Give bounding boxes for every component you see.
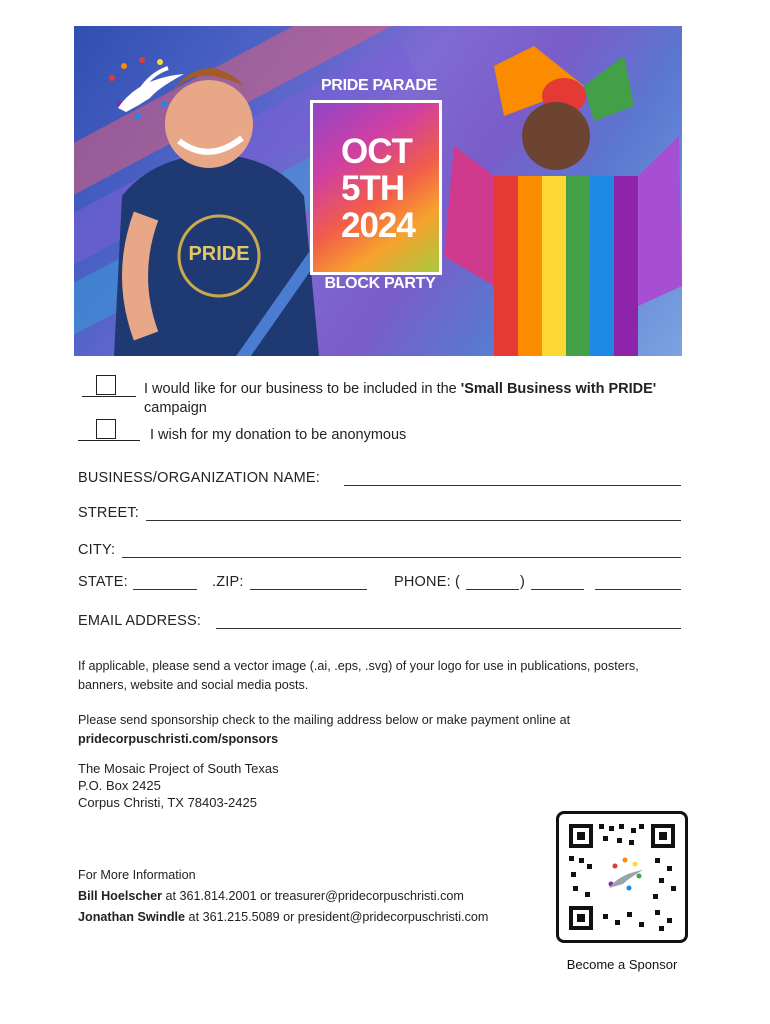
phone-prefix-field[interactable] <box>531 589 584 590</box>
contact-detail: at 361.814.2001 or treasurer@pridecorpuschristi.com <box>162 889 464 903</box>
contact-treasurer <box>78 886 548 907</box>
business-name-field[interactable] <box>344 485 681 486</box>
event-date-year: 2024 <box>341 206 415 245</box>
logo-instructions: If applicable, please send a vector image (.ai, .eps, .svg) of your logo for use in publications, posters, banners, website and social media posts. <box>78 659 639 692</box>
checkbox-line <box>82 396 136 397</box>
phone-line-field[interactable] <box>595 589 681 590</box>
sponsor-qr-code[interactable] <box>556 811 688 943</box>
city-label: CITY: <box>78 542 116 558</box>
parade-participant-right <box>434 26 682 356</box>
contact-info <box>78 865 548 928</box>
sponsor-url[interactable]: pridecorpuschristi.com/sponsors <box>78 732 279 746</box>
event-date <box>341 133 415 244</box>
street-label: STREET: <box>78 505 140 521</box>
address-city: Corpus Christi, TX 78403-2425 <box>78 795 257 810</box>
contact-president <box>78 907 548 928</box>
poster-header: PRIDE PARADE <box>320 77 438 94</box>
payment-instructions <box>78 711 688 749</box>
phone-close-paren: ) <box>520 574 526 590</box>
contact-name: Bill Hoelscher <box>78 889 162 903</box>
qr-code-icon <box>559 814 685 940</box>
payment-instructions-text: Please send sponsorship check to the mailing address below or make payment online at <box>78 713 571 727</box>
email-field[interactable] <box>216 628 681 629</box>
phone-area-code-field[interactable] <box>466 589 519 590</box>
state-label: STATE: <box>78 574 128 590</box>
small-business-label-suffix: campaign <box>144 400 207 416</box>
contact-name: Jonathan Swindle <box>78 910 186 924</box>
city-field[interactable] <box>122 557 681 558</box>
parade-participant-left <box>94 46 334 356</box>
small-business-label-text: I would like for our business to be included in the <box>144 381 461 397</box>
shirt-text: PRIDE <box>188 243 250 265</box>
zip-field[interactable] <box>250 589 367 590</box>
small-business-checkbox[interactable] <box>96 375 116 395</box>
contact-detail: at 361.215.5089 or president@pridecorpuschristi.com <box>185 910 489 924</box>
state-field[interactable] <box>133 589 197 590</box>
event-date-day: 5TH <box>341 169 405 208</box>
poster-footer: BLOCK PARTY <box>324 275 436 292</box>
zip-label: .ZIP: <box>212 574 244 590</box>
address-org: The Mosaic Project of South Texas <box>78 761 279 776</box>
street-field[interactable] <box>146 520 681 521</box>
small-business-campaign-name: 'Small Business with PRIDE' <box>460 381 657 397</box>
checkbox-line <box>78 440 140 441</box>
event-date-month: OCT <box>341 132 412 171</box>
phone-label: PHONE: ( <box>394 574 461 590</box>
event-date-poster <box>310 100 442 275</box>
email-label: EMAIL ADDRESS: <box>78 613 202 629</box>
mailing-address <box>78 760 378 811</box>
business-name-label: BUSINESS/ORGANIZATION NAME: <box>78 470 320 486</box>
qr-caption: Become a Sponsor <box>566 957 678 972</box>
event-banner <box>74 26 682 356</box>
address-po-box: P.O. Box 2425 <box>78 778 161 793</box>
anonymous-checkbox[interactable] <box>96 419 116 439</box>
anonymous-label-text: I wish for my donation to be anonymous <box>150 427 407 443</box>
contact-heading: For More Information <box>78 868 196 882</box>
